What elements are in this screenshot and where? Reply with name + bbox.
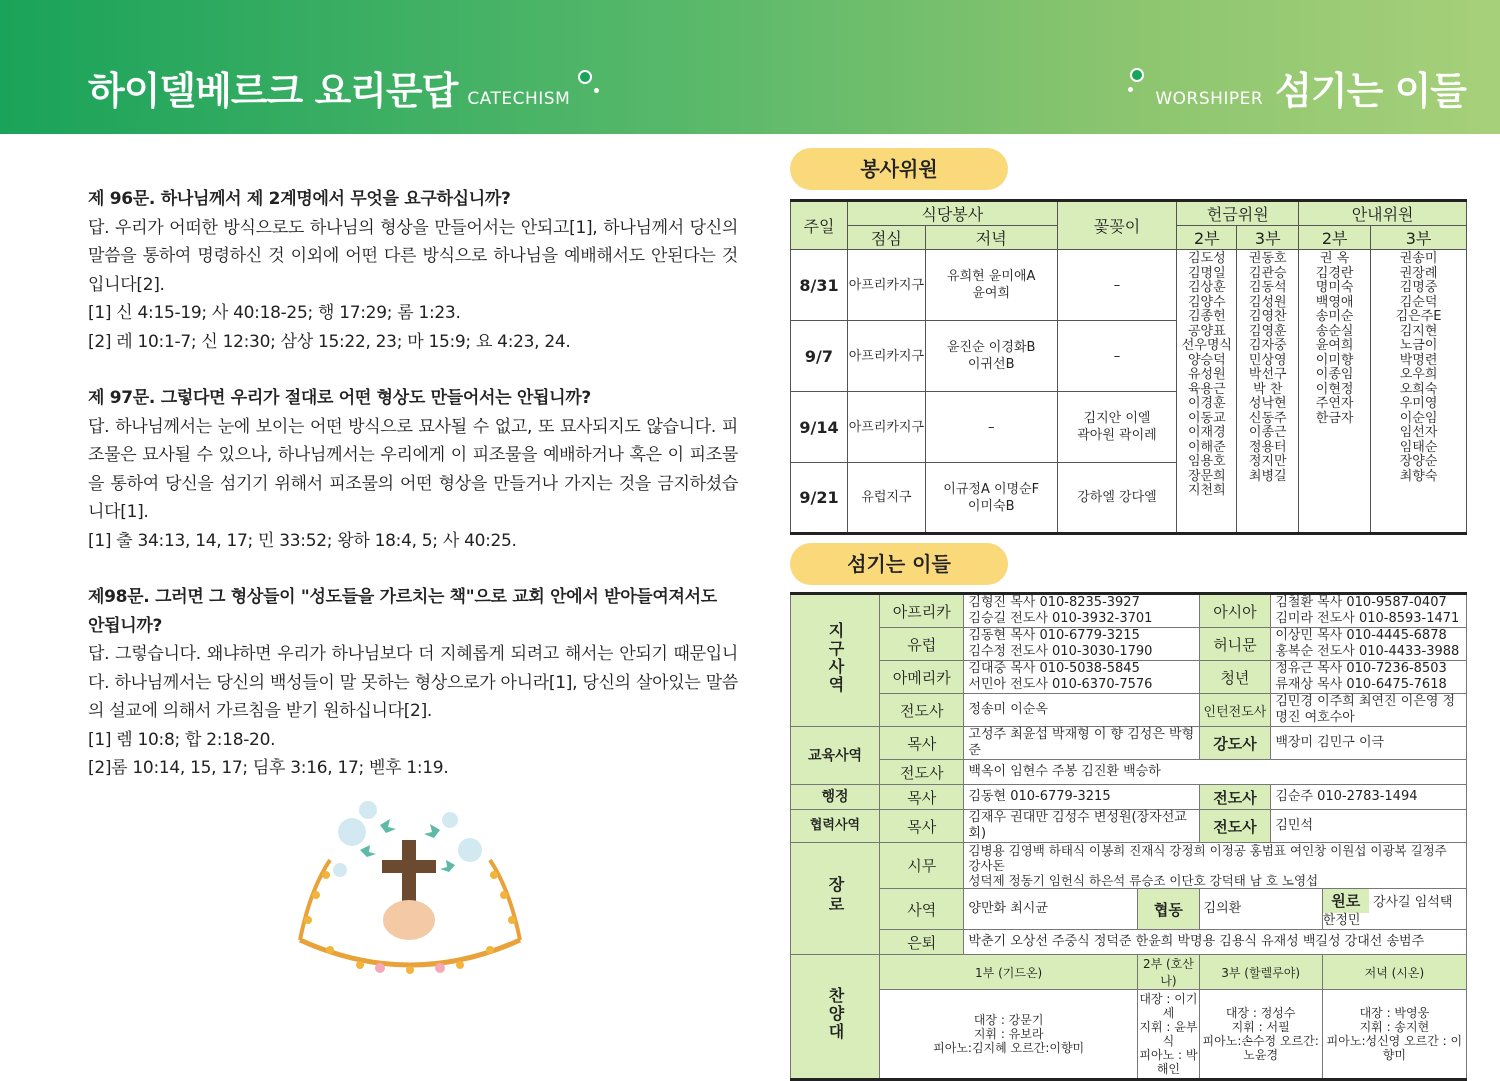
col-offering: 헌금위원 xyxy=(1177,201,1299,226)
intern-names: 김민경 이주희 최연진 이은영 정명진 여호수아 xyxy=(1271,694,1467,727)
row-flower: 강하엘 강다엘 xyxy=(1057,463,1177,534)
table-row xyxy=(791,628,1467,661)
row-date: 9/7 xyxy=(791,321,848,392)
row-flower: 김지안 이엘 곽아원 곽이레 xyxy=(1057,392,1177,463)
worshiper-title: 섬기는 이들 xyxy=(1275,69,1466,113)
row-date: 8/31 xyxy=(791,250,848,321)
section-coop: 협력사역 xyxy=(791,810,880,843)
admin-pastor: 김동현 010-6779-3215 xyxy=(964,785,1199,810)
catechism-heading xyxy=(88,60,570,115)
america-contacts: 김대중 목사 010-5038-5845 서민아 전도사 010-6370-7576 xyxy=(964,661,1199,694)
coop-pastors: 김재우 권대만 김성수 변성원(장자선교회) xyxy=(964,810,1199,843)
role-pastor: 목사 xyxy=(880,810,964,843)
row-lunch: 아프리카지구 xyxy=(847,321,925,392)
education-evangelists: 백옥이 임현수 주봉 김진환 백승하 xyxy=(964,760,1467,785)
role-africa: 아프리카 xyxy=(880,594,964,628)
table-row xyxy=(791,785,1467,810)
role-asia: 아시아 xyxy=(1199,594,1271,628)
header-banner xyxy=(0,0,1500,134)
reference: [1] 출 34:13, 14, 17; 민 33:52; 왕하 18:4, 5; 사 40:25. xyxy=(88,530,517,551)
section-admin: 행정 xyxy=(791,785,880,810)
europe-contacts: 김동현 목사 010-6779-3215 김수정 전도사 010-3030-1790 xyxy=(964,628,1199,661)
section-choir xyxy=(791,955,880,1080)
table-row xyxy=(791,810,1467,843)
servants-table xyxy=(790,592,1467,1081)
choir-conductor: 지휘 : 서필 xyxy=(1231,1020,1290,1034)
worshiper-subtitle: WORSHIPER xyxy=(1155,89,1264,109)
choir-group-name: 1부 (기드온) xyxy=(880,955,1138,990)
asia-contacts: 김철환 목사 010-9587-0407 김미라 전도사 010-8593-1471 xyxy=(1271,594,1467,628)
volunteers-table xyxy=(790,199,1467,535)
question: 제 96문. 하나님께서 제 2계명에서 무엇을 요구하십니까? xyxy=(88,189,511,209)
africa-contacts: 김형진 목사 010-8235-3927 김승길 전도사 010-3932-3701 xyxy=(964,594,1199,628)
answer: 답. 그렇습니다. 왜냐하면 우리가 하나님보다 더 지혜롭게 되려고 해서는 안되기 때문입니다. 하나님께서는 당신의 백성들이 말 못하는 형상으로가 아니라[1], 당신의 살아있는 말씀의 설교에 의해서 가르침을 받기 원하십니다[2]. xyxy=(88,644,738,721)
reference: [1] 신 4:15-19; 사 40:18-25; 행 17:29; 롬 1:23. xyxy=(88,303,461,323)
table-row xyxy=(791,843,1467,889)
cross-wreath-illustration xyxy=(290,790,530,980)
senior-elders-cell xyxy=(1322,889,1466,930)
education-pastors: 고성주 최윤섭 박재형 이 향 김성은 박형준 xyxy=(964,727,1199,760)
senior-elders: 강사길 임석택 한정민 xyxy=(1322,895,1453,928)
section-education: 교육사역 xyxy=(791,727,880,785)
role-active: 시무 xyxy=(880,843,964,889)
choir-conductor: 지휘 : 송지현 xyxy=(1359,1020,1430,1034)
row-dinner: 유희현 윤미애A 윤여희 xyxy=(925,250,1057,321)
role-honeymoon: 허니문 xyxy=(1199,628,1271,661)
decor-dot xyxy=(1130,68,1144,82)
role-pastor: 목사 xyxy=(880,727,964,760)
choir-leader: 대장 : 정성수 xyxy=(1225,1006,1296,1020)
table-row xyxy=(791,594,1467,628)
table-row xyxy=(791,990,1467,1080)
role-intern: 인턴전도사 xyxy=(1199,694,1271,727)
catechism-q97 xyxy=(88,384,738,555)
choir-leader: 대장 : 강문기 xyxy=(973,1013,1044,1027)
role-youth: 청년 xyxy=(1199,661,1271,694)
coop-evangelist: 김민석 xyxy=(1271,810,1467,843)
role-senior: 원로 xyxy=(1323,889,1369,913)
reference: [2] 레 10:1-7; 신 12:30; 삼상 15:22, 23; 마 15:9; 요 4:23, 24. xyxy=(88,331,571,352)
decor-dot xyxy=(594,88,599,93)
section-label: 지구사역 xyxy=(826,622,845,694)
col-usher: 안내위원 xyxy=(1299,201,1467,226)
row-lunch: 아프리카지구 xyxy=(847,250,925,321)
table-row xyxy=(791,889,1467,930)
choir-group xyxy=(1138,990,1199,1080)
education-lecturers: 백장미 김민구 이극 xyxy=(1271,727,1467,760)
catechism-title: 하이델베르크 요리문답 xyxy=(88,69,458,113)
table-row xyxy=(791,250,1467,321)
col-offering-3: 3부 xyxy=(1237,226,1299,250)
col-offering-2: 2부 xyxy=(1177,226,1237,250)
choir-accompanist: 피아노 : 박해인 xyxy=(1139,1048,1198,1076)
choir-leader: 대장 : 이기세 xyxy=(1139,992,1198,1020)
row-flower: – xyxy=(1057,321,1177,392)
choir-group xyxy=(1199,990,1322,1080)
choir-leader: 대장 : 박영웅 xyxy=(1359,1006,1430,1020)
col-meal: 식당봉사 xyxy=(847,201,1057,226)
table-row xyxy=(791,727,1467,760)
ministry-elders: 양만화 최시균 xyxy=(964,889,1138,930)
usher-2-names: 권 옥 김경란 명미숙 백영애 송미순 송순실 윤여희 이미향 이종임 이현정 주연자 한금자 xyxy=(1299,250,1371,534)
role-partner: 협동 xyxy=(1138,889,1199,930)
admin-evangelist: 김순주 010-2783-1494 xyxy=(1271,785,1467,810)
question: 제98문. 그러면 그 형상들이 "성도들을 가르치는 책"으로 교회 안에서 받아들여져서도 안됩니까? xyxy=(88,587,717,636)
row-dinner: 이규정A 이명순F 이미숙B xyxy=(925,463,1057,534)
choir-accompanist: 피아노:손수정 오르간:노윤경 xyxy=(1202,1034,1319,1062)
col-flower: 꽃꽂이 xyxy=(1057,201,1177,250)
answer: 답. 하나님께서는 눈에 보이는 어떤 방식으로 묘사될 수 없고, 또 묘사되지도 않습니다. 피조물은 묘사될 수 있으나, 하나님께서는 우리에게 이 피조물을 예배하거나 혹은 이 피조물을 통하여 당신을 섬기기 위해서 피조물의 어떤 형상을 만들거나 가지는 것을 금지하셨습니다[1]. xyxy=(88,416,738,522)
catechism-subtitle: CATECHISM xyxy=(467,89,571,109)
section-label: 장로 xyxy=(826,876,845,916)
answer: 답. 우리가 어떠한 방식으로도 하나님의 형상을 만들어서는 안되고[1], 하나님께서 당신의 말씀을 통하여 명령하신 것 이외에 어떤 다른 방식으로 하나님을 예배해서도 안된다는 것입니다[2]. xyxy=(88,217,738,295)
retired-elders: 박춘기 오상선 주중식 정덕준 한윤희 박명용 김용식 유재성 백길성 강대선 송범주 xyxy=(964,930,1467,955)
table-row xyxy=(791,930,1467,955)
servants-pill: 섬기는 이들 xyxy=(790,543,1008,585)
role-lecturer: 강도사 xyxy=(1199,727,1271,760)
role-evangelist: 전도사 xyxy=(880,760,964,785)
col-usher-2: 2부 xyxy=(1299,226,1371,250)
choir-accompanist: 피아노:김지혜 오르간:이향미 xyxy=(933,1041,1085,1055)
decor-dot xyxy=(578,70,592,84)
choir-group xyxy=(880,990,1138,1080)
active-elders: 김병용 김영백 하태식 이봉희 진재식 강정희 이정공 홍범표 여인창 이원섭 이광복 길정주 강사돈 성덕제 정동기 임헌식 하은석 류승조 이단호 강덕태 남 호 노영섭 xyxy=(964,843,1467,889)
role-evangelist: 전도사 xyxy=(1199,785,1271,810)
honeymoon-contacts: 이상민 목사 010-4445-6878 홍복순 전도사 010-4433-3988 xyxy=(1271,628,1467,661)
choir-group-name: 2부 (호산나) xyxy=(1138,955,1199,990)
catechism-q98 xyxy=(88,583,738,783)
col-date: 주일 xyxy=(791,201,848,250)
choir-group-name: 3부 (할렐루야) xyxy=(1199,955,1322,990)
catechism-section xyxy=(88,185,738,811)
choir-group xyxy=(1322,990,1466,1080)
col-usher-3: 3부 xyxy=(1371,226,1467,250)
row-lunch: 아프리카지구 xyxy=(847,392,925,463)
volunteers-pill: 봉사위원 xyxy=(790,148,1008,190)
role-retired: 은퇴 xyxy=(880,930,964,955)
catechism-q96 xyxy=(88,185,738,356)
usher-3-names: 권송미 권장례 김명중 김순덕 김은주E 김지현 노금이 박명련 오우희 오희숙 우미영 이순임 임선자 임태순 장양순 최향숙 xyxy=(1371,250,1467,534)
role-ministry: 사역 xyxy=(880,889,964,930)
table-row xyxy=(791,694,1467,727)
row-date: 9/14 xyxy=(791,392,848,463)
role-america: 아메리카 xyxy=(880,661,964,694)
section-district xyxy=(791,594,880,727)
role-evangelist: 전도사 xyxy=(880,694,964,727)
row-dinner: 윤진순 이경화B 이귀선B xyxy=(925,321,1057,392)
role-pastor: 목사 xyxy=(880,785,964,810)
table-row xyxy=(791,955,1467,990)
reference: [2]롬 10:14, 15, 17; 딤후 3:16, 17; 벧후 1:19. xyxy=(88,758,449,778)
evangelist-names: 정송미 이순옥 xyxy=(964,694,1199,727)
offering-2-names: 김도성 김명일 김상훈 김양수 김종헌 공양표 선우명식 양승덕 유성원 육용근 이경훈 이동교 이재경 이해준 임용호 장문희 지천희 xyxy=(1177,250,1237,534)
partner-elders: 김의환 xyxy=(1199,889,1322,930)
row-date: 9/21 xyxy=(791,463,848,534)
table-row xyxy=(791,760,1467,785)
choir-conductor: 지휘 : 유보라 xyxy=(973,1027,1044,1041)
worshiper-heading xyxy=(1155,60,1466,115)
choir-accompanist: 피아노:성신영 오르간 : 이향미 xyxy=(1326,1034,1463,1062)
col-lunch: 점심 xyxy=(847,226,925,250)
col-dinner: 저녁 xyxy=(925,226,1057,250)
row-lunch: 유럽지구 xyxy=(847,463,925,534)
decor-dot xyxy=(1128,87,1133,92)
section-label: 찬양대 xyxy=(826,987,845,1041)
choir-group-name: 저녁 (시온) xyxy=(1322,955,1466,990)
row-dinner: – xyxy=(925,392,1057,463)
question: 제 97문. 그렇다면 우리가 절대로 어떤 형상도 만들어서는 안됩니까? xyxy=(88,388,591,408)
row-flower: – xyxy=(1057,250,1177,321)
role-evangelist: 전도사 xyxy=(1199,810,1271,843)
section-elders xyxy=(791,843,880,955)
reference: [1] 렘 10:8; 합 2:18-20. xyxy=(88,729,276,750)
youth-contacts: 정유근 목사 010-7236-8503 류재상 목사 010-6475-7618 xyxy=(1271,661,1467,694)
role-europe: 유럽 xyxy=(880,628,964,661)
choir-conductor: 지휘 : 윤부식 xyxy=(1139,1020,1198,1048)
table-row xyxy=(791,661,1467,694)
offering-3-names: 권동호 김관승 김동석 김성원 김영찬 김영훈 김자중 민상영 박선구 박 찬 성낙현 신동주 이종근 정용터 정지만 최병길 xyxy=(1237,250,1299,534)
